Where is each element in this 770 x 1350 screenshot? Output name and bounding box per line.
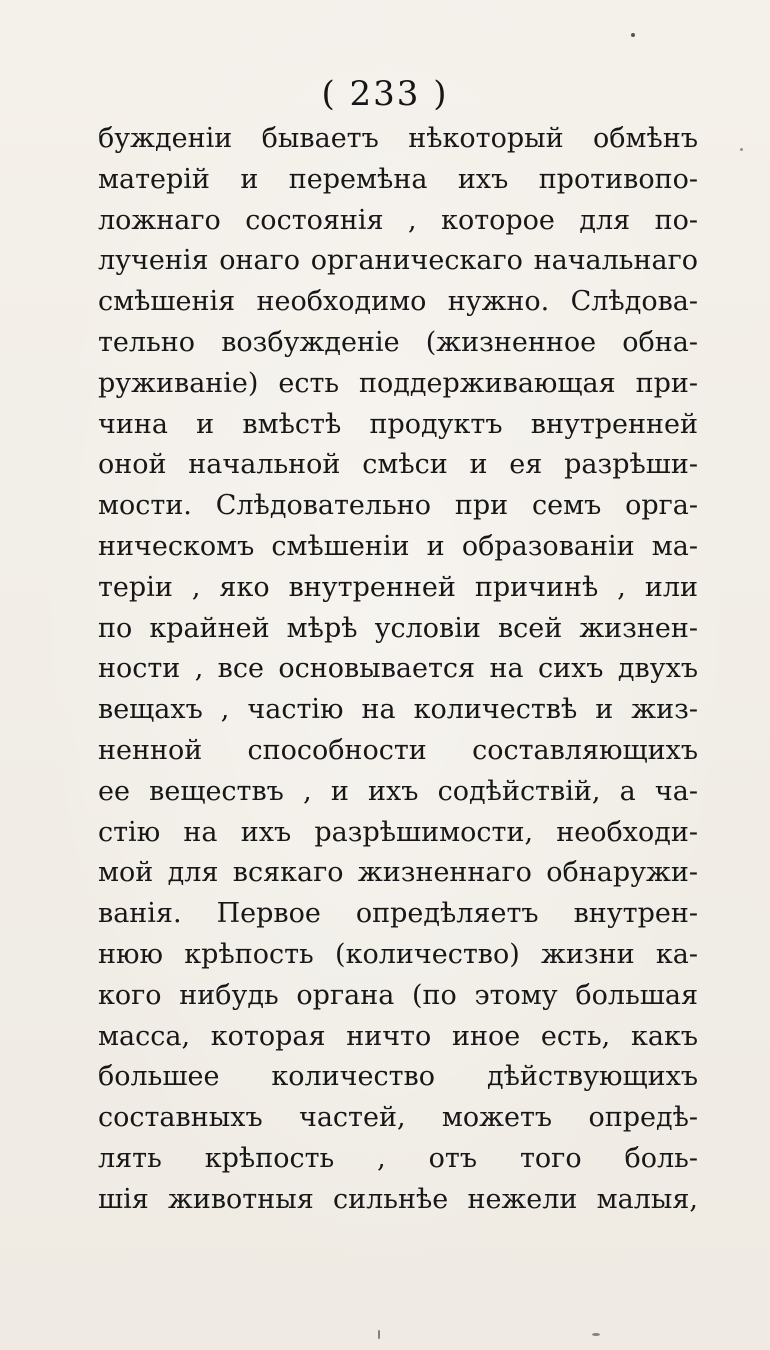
scan-speck	[740, 148, 743, 151]
text-line: масса, которая ничто иное есть, какъ	[98, 1020, 698, 1052]
text-line: мой для всякаго жизненнаго обнаружи-	[98, 857, 698, 889]
text-line: смѣшенiя необходимо нужно. Слѣдова-	[98, 286, 698, 318]
text-line: тельно возбужденiе (жизненное обна-	[98, 326, 698, 358]
text-line: ническомъ смѣшенiи и образованiи ма-	[98, 530, 698, 562]
scan-speck	[631, 33, 635, 37]
text-line: большее количество дѣйствующихъ	[98, 1061, 698, 1093]
text-line: стiю на ихъ разрѣшимости, необходи-	[98, 816, 698, 848]
body-text	[98, 119, 698, 1221]
text-line: шiя животныя сильнѣе нежели малыя,	[98, 1183, 698, 1215]
scan-speck	[378, 1330, 380, 1339]
text-line: нюю крѣпость (количество) жизни ка-	[98, 938, 698, 970]
text-line: лученiя онаго органическаго начальнаго	[98, 245, 698, 277]
text-line: вещахъ , частiю на количествѣ и жиз-	[98, 694, 698, 726]
text-line: кого нибудь органа (по этому большая	[98, 979, 698, 1011]
text-line: ности , все основывается на сихъ двухъ	[98, 653, 698, 685]
page-number: ( 233 )	[321, 74, 449, 114]
text-line: ненной способности составляющихъ	[98, 734, 698, 766]
text-line: ее веществъ , и ихъ содѣйствiй, а ча-	[98, 775, 698, 807]
text-line: бужденiи бываетъ нѣкоторый обмѣнъ	[98, 123, 698, 154]
text-line: чина и вмѣстѣ продуктъ внутренней	[98, 408, 698, 440]
text-line: составныхъ частей, можетъ опредѣ-	[98, 1102, 698, 1134]
text-line: ванiя. Первое опредѣляетъ внутрен-	[98, 898, 698, 930]
text-line: руживанiе) есть поддерживающая при-	[98, 367, 698, 399]
text-line: матерiй и перемѣна ихъ противопо-	[98, 163, 698, 195]
text-line: лять крѣпость , отъ того боль-	[98, 1142, 698, 1174]
text-line: оной начальной смѣси и ея разрѣши-	[98, 449, 698, 481]
scan-speck	[592, 1333, 600, 1336]
text-line: терiи , яко внутренней причинѣ , или	[98, 571, 698, 603]
text-line: мости. Слѣдовательно при семъ орга-	[98, 490, 698, 522]
text-line: по крайней мѣрѣ условiи всей жизнен-	[98, 612, 698, 644]
text-line: ложнаго состоянiя , которое для по-	[98, 204, 698, 236]
